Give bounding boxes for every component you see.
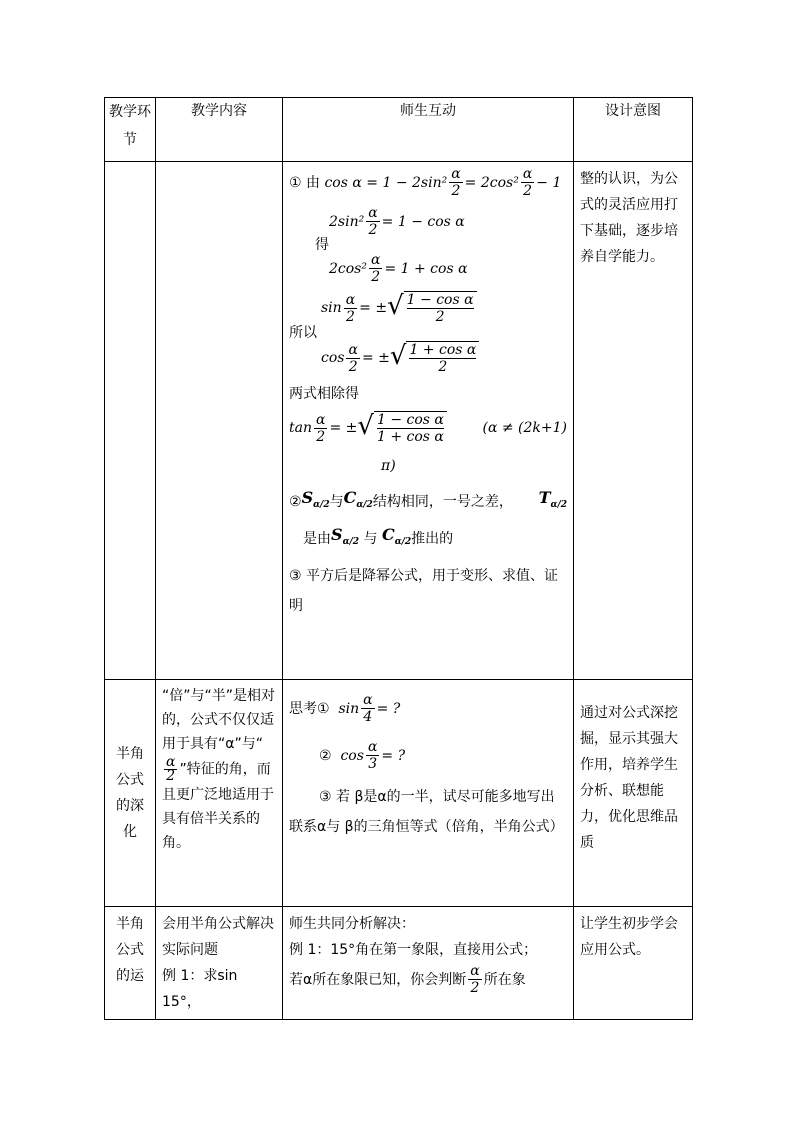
tan-condition: (α ≠ (2k+1)	[482, 420, 567, 436]
row-application	[105, 907, 693, 1020]
row3-example: 例 1：求sin 15°，	[162, 968, 238, 1010]
think1-label: 思考①	[289, 700, 330, 717]
formula-tan-half: tan $\frac{\alpha}{2}$ = ± √ 1 − cos α 1 + cos α (α ≠ (2k+1)	[289, 411, 567, 445]
note2-derived: 推出的	[411, 530, 454, 547]
row3-content-text: 会用半角公式解决实际问题	[162, 916, 274, 958]
row2-stage: 半角公式的深化	[105, 680, 156, 907]
row3-content	[156, 907, 283, 1020]
row3-interact-3: 若α所在象限已知，你会判断 $\frac{\alpha}{2}$ 所在象	[289, 963, 526, 996]
row1-stage	[105, 162, 156, 680]
de-label: 得	[315, 237, 329, 253]
row3-intent: 让学生初步学会应用公式。	[574, 907, 693, 1020]
row1-content	[156, 162, 283, 680]
note2-structure: 结构相同，一号之差，	[372, 493, 513, 510]
think-1: 思考① sin $\frac{\alpha}{4}$ = ?	[289, 692, 401, 725]
row3-interact-1: 师生共同分析解决：	[289, 916, 415, 932]
row3-interaction	[283, 907, 574, 1020]
note2-from: 是由	[303, 530, 331, 547]
formula-cos-half: cos $\frac{\alpha}{2}$ = ± √ 1 + cos α 2	[289, 341, 567, 375]
row1-intent: 整的认识，为公式的灵活应用打下基础，逐步培养自学能力。	[574, 162, 693, 680]
note2-and-2: 与	[363, 530, 378, 547]
row3-interact-2: 例 1：15°角在第一象限，直接用公式；	[289, 942, 538, 958]
header-intent: 设计意图	[574, 98, 693, 162]
formula-prefix: ① 由	[289, 174, 321, 191]
note2-and: 与	[329, 493, 344, 510]
header-content: 教学内容	[156, 98, 283, 162]
suoyi-label: 所以	[289, 325, 317, 341]
row3-interact-3b: 所在象	[483, 971, 526, 988]
formula-line-1: ① 由 cos α = 1 − 2sin² $\frac{\alpha}{2}$ = 2cos² $\frac{\alpha}{2}$ − 1	[289, 166, 562, 199]
think-2: ② cos $\frac{\alpha}{3}$ = ?	[319, 739, 406, 772]
header-interaction: 师生互动	[283, 98, 574, 162]
tan-condition-end: π)	[381, 458, 396, 474]
header-row	[105, 98, 693, 162]
row2-intent: 通过对公式深挖掘，显示其强大作用，培养学生分析、联想能力，优化思维品质	[574, 680, 693, 907]
row2-interaction	[283, 680, 574, 907]
row2-content-a: “倍”与“半”是相对的，公式不仅仅适用于具有“α”与“	[162, 688, 276, 752]
row3-interact-3a: 若α所在象限已知，你会判断	[289, 971, 467, 988]
think2-label: ②	[319, 747, 332, 764]
formula-line-2a: 2sin² $\frac{\alpha}{2}$ = 1 − cos α	[329, 205, 465, 238]
header-stage	[105, 98, 156, 162]
note-3: ③ 平方后是降幂公式，用于变形、求值、证明	[289, 568, 558, 615]
row-deepening	[105, 680, 693, 907]
liangshi-label: 两式相除得	[289, 386, 359, 402]
formula-sin-half: sin $\frac{\alpha}{2}$ = ± √ 1 − cos α 2	[289, 291, 567, 325]
row1-interaction	[283, 162, 574, 680]
lesson-plan-table	[104, 97, 693, 1020]
note2-prefix: ②	[289, 493, 302, 510]
row2-content: “倍”与“半”是相对的，公式不仅仅适用于具有“α”与“ $\frac{\alpha}{2}$ ”特征的角，而且更广泛地适用于具有倍半关系的角。	[156, 680, 283, 907]
row2-content-b: ”特征的角，而且更广泛地适用于具有倍半关系的角。	[162, 761, 274, 851]
row3-stage: 半角公式的运	[105, 907, 156, 1020]
note-2-line1: ② $S_{\alpha/2}$ 与 $C_{\alpha/2}$ 结构相同，一号之差， $T_{\alpha/2}$	[289, 485, 567, 518]
formula-line-2b: 2cos² $\frac{\alpha}{2}$ = 1 + cos α	[329, 252, 468, 285]
think-3: ③ 若 β是α的一半，试尽可能多地写出联系α与 β的三角恒等式（倍角，半角公式）	[289, 789, 564, 835]
header-stage-text: 教学环节	[109, 104, 151, 148]
note-2-line2: 是由 $S_{\alpha/2}$ 与 $C_{\alpha/2}$ 推出的	[289, 522, 567, 555]
row-derivation	[105, 162, 693, 680]
